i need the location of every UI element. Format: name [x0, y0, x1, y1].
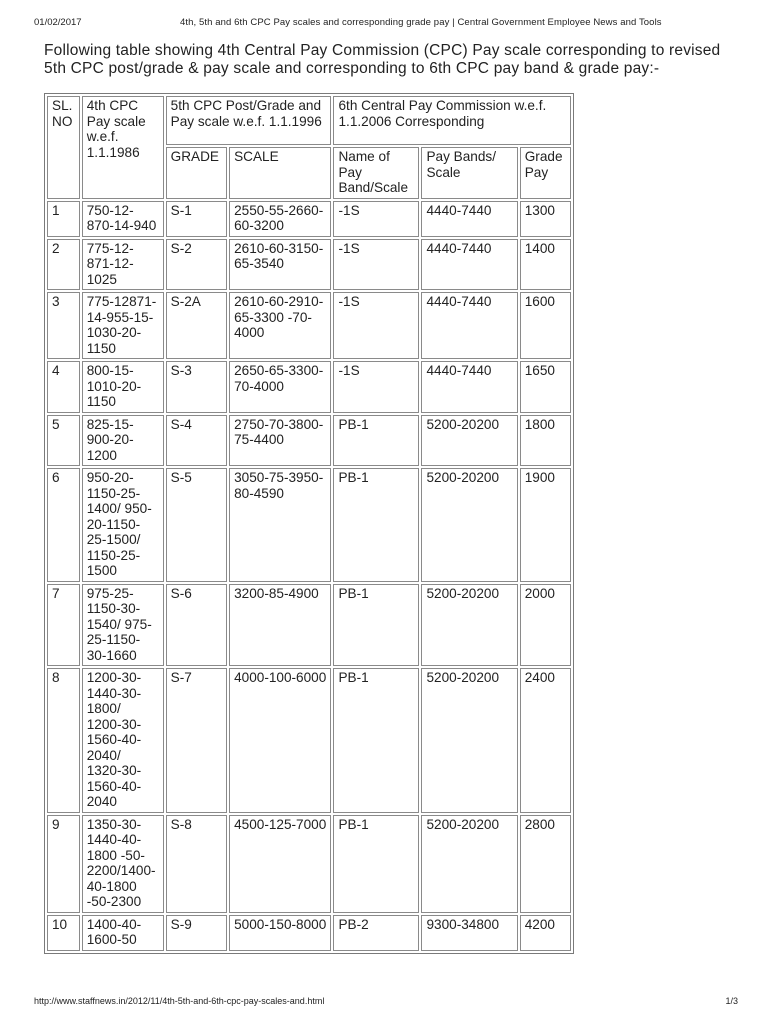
cell-pay-band-scale: 5200-20200 — [421, 415, 517, 467]
cell-pay-band-scale: 5200-20200 — [421, 668, 517, 813]
cell-5th-cpc-grade: S-6 — [166, 584, 227, 667]
cell-grade-pay: 2400 — [520, 668, 571, 813]
table-row — [47, 292, 571, 359]
table-row — [47, 361, 571, 413]
cell-sl-no: 8 — [47, 668, 80, 813]
page-number: 1/3 — [725, 996, 738, 1006]
cell-sl-no: 1 — [47, 201, 80, 237]
cell-5th-cpc-scale: 2550-55-2660-60-3200 — [229, 201, 331, 237]
cell-5th-cpc-scale: 3200-85-4900 — [229, 584, 331, 667]
cell-4th-cpc-scale: 975-25-1150-30-1540/ 975-25-1150-30-1660 — [82, 584, 164, 667]
cell-5th-cpc-grade: S-2A — [166, 292, 227, 359]
cell-5th-cpc-scale: 4500-125-7000 — [229, 815, 331, 913]
cell-5th-cpc-grade: S-3 — [166, 361, 227, 413]
cell-5th-cpc-scale: 4000-100-6000 — [229, 668, 331, 813]
cell-sl-no: 9 — [47, 815, 80, 913]
table-row — [47, 468, 571, 582]
cell-pay-band-name: PB-1 — [333, 584, 419, 667]
cell-5th-cpc-scale: 2650-65-3300-70-4000 — [229, 361, 331, 413]
cell-pay-band-scale: 9300-34800 — [421, 915, 517, 951]
header-sl-no: SL. NO — [47, 96, 80, 199]
table-row — [47, 815, 571, 913]
cell-grade-pay: 1900 — [520, 468, 571, 582]
cell-5th-cpc-scale: 2610-60-2910-65-3300 -70-4000 — [229, 292, 331, 359]
cell-5th-cpc-scale: 2610-60-3150-65-3540 — [229, 239, 331, 291]
cell-pay-band-scale: 4440-7440 — [421, 239, 517, 291]
cell-4th-cpc-scale: 1400-40-1600-50 — [82, 915, 164, 951]
header-5th-cpc: 5th CPC Post/Grade and Pay scale w.e.f. 1.1.1996 — [166, 96, 332, 145]
cell-5th-cpc-grade: S-8 — [166, 815, 227, 913]
cell-grade-pay: 1600 — [520, 292, 571, 359]
cell-pay-band-name: PB-1 — [333, 668, 419, 813]
pay-scale-table — [44, 93, 574, 954]
pay-scale-table-container — [44, 93, 574, 993]
cell-pay-band-name: -1S — [333, 239, 419, 291]
cell-5th-cpc-grade: S-2 — [166, 239, 227, 291]
cell-pay-band-name: PB-2 — [333, 915, 419, 951]
cell-pay-band-scale: 5200-20200 — [421, 468, 517, 582]
cell-4th-cpc-scale: 1350-30-1440-40-1800 -50-2200/1400-40-1800 -50-2300 — [82, 815, 164, 913]
page-url: http://www.staffnews.in/2012/11/4th-5th-and-6th-cpc-pay-scales-and.html — [34, 996, 325, 1006]
print-date: 01/02/2017 — [34, 17, 82, 28]
header-pay-bands: Pay Bands/ Scale — [421, 147, 517, 199]
cell-pay-band-name: PB-1 — [333, 415, 419, 467]
cell-5th-cpc-grade: S-9 — [166, 915, 227, 951]
header-pay-band-name: Name of Pay Band/Scale — [333, 147, 419, 199]
header-grade: GRADE — [166, 147, 227, 199]
cell-5th-cpc-grade: S-5 — [166, 468, 227, 582]
cell-grade-pay: 2800 — [520, 815, 571, 913]
cell-4th-cpc-scale: 775-12871-14-955-15-1030-20-1150 — [82, 292, 164, 359]
cell-pay-band-name: -1S — [333, 292, 419, 359]
cell-5th-cpc-scale: 3050-75-3950-80-4590 — [229, 468, 331, 582]
header-6th-cpc: 6th Central Pay Commission w.e.f. 1.1.2006 Corresponding — [333, 96, 571, 145]
cell-4th-cpc-scale: 775-12-871-12-1025 — [82, 239, 164, 291]
print-page-title: 4th, 5th and 6th CPC Pay scales and corresponding grade pay | Central Government Employee News and Tools — [180, 17, 662, 28]
cell-pay-band-name: PB-1 — [333, 815, 419, 913]
cell-grade-pay: 1300 — [520, 201, 571, 237]
cell-grade-pay: 1800 — [520, 415, 571, 467]
table-row — [47, 915, 571, 951]
cell-grade-pay: 1400 — [520, 239, 571, 291]
header-4th-cpc: 4th CPC Pay scale w.e.f. 1.1.1986 — [82, 96, 164, 199]
cell-sl-no: 2 — [47, 239, 80, 291]
table-row — [47, 584, 571, 667]
cell-sl-no: 6 — [47, 468, 80, 582]
table-row — [47, 668, 571, 813]
cell-sl-no: 5 — [47, 415, 80, 467]
cell-4th-cpc-scale: 950-20-1150-25-1400/ 950-20-1150-25-1500/ 1150-25-1500 — [82, 468, 164, 582]
cell-4th-cpc-scale: 825-15-900-20-1200 — [82, 415, 164, 467]
cell-sl-no: 3 — [47, 292, 80, 359]
cell-4th-cpc-scale: 1200-30-1440-30-1800/ 1200-30-1560-40-2040/ 1320-30-1560-40-2040 — [82, 668, 164, 813]
cell-grade-pay: 1650 — [520, 361, 571, 413]
cell-sl-no: 7 — [47, 584, 80, 667]
cell-grade-pay: 4200 — [520, 915, 571, 951]
cell-5th-cpc-scale: 5000-150-8000 — [229, 915, 331, 951]
cell-pay-band-scale: 5200-20200 — [421, 815, 517, 913]
cell-pay-band-name: PB-1 — [333, 468, 419, 582]
cell-pay-band-scale: 4440-7440 — [421, 361, 517, 413]
cell-pay-band-name: -1S — [333, 201, 419, 237]
cell-4th-cpc-scale: 750-12-870-14-940 — [82, 201, 164, 237]
cell-5th-cpc-grade: S-1 — [166, 201, 227, 237]
cell-sl-no: 10 — [47, 915, 80, 951]
cell-5th-cpc-grade: S-4 — [166, 415, 227, 467]
header-row — [47, 96, 571, 145]
cell-pay-band-scale: 4440-7440 — [421, 201, 517, 237]
cell-4th-cpc-scale: 800-15-1010-20-1150 — [82, 361, 164, 413]
table-row — [47, 239, 571, 291]
cell-pay-band-scale: 4440-7440 — [421, 292, 517, 359]
header-grade-pay: Grade Pay — [520, 147, 571, 199]
cell-pay-band-scale: 5200-20200 — [421, 584, 517, 667]
table-row — [47, 201, 571, 237]
cell-5th-cpc-grade: S-7 — [166, 668, 227, 813]
cell-5th-cpc-scale: 2750-70-3800-75-4400 — [229, 415, 331, 467]
cell-pay-band-name: -1S — [333, 361, 419, 413]
header-scale: SCALE — [229, 147, 331, 199]
cell-grade-pay: 2000 — [520, 584, 571, 667]
table-row — [47, 415, 571, 467]
intro-paragraph: Following table showing 4th Central Pay Commission (CPC) Pay scale corresponding to revised 5th CPC post/grade & pay scale and corresponding to 6th CPC pay band & grade pay:- — [44, 42, 721, 77]
cell-sl-no: 4 — [47, 361, 80, 413]
